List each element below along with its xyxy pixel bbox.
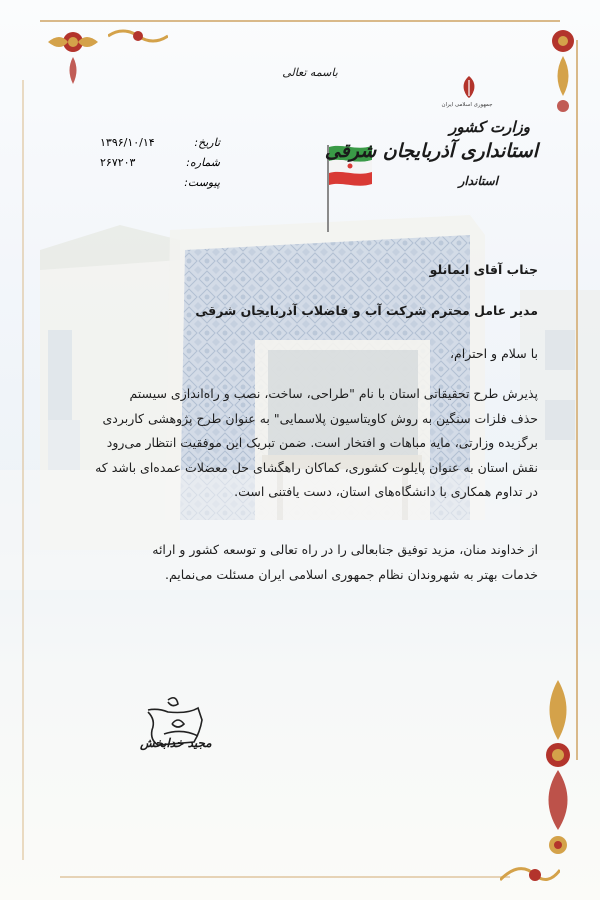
date-value: ۱۳۹۶/۱۰/۱۴ bbox=[100, 135, 155, 149]
emblem-caption: جمهوری اسلامی ایران bbox=[441, 102, 493, 108]
body-line: نقش استان به عنوان پایلوت کشوری، کماکان راهگشای حل معضلات عمده‌ای باشد که bbox=[95, 459, 538, 475]
corner-ornament-icon bbox=[538, 26, 588, 121]
frame-right-line bbox=[576, 40, 578, 760]
body-line: در تداوم همکاری با دانشگاه‌های استان، دست یافتنی است. bbox=[234, 484, 538, 499]
closing-line: از خداوند منان، مزید توفیق جنابعالی را در راه تعالی و توسعه کشور و ارائه bbox=[152, 542, 538, 557]
date-label: تاریخ: bbox=[194, 135, 220, 149]
closing-line: خدمات بهتر به شهروندان نظام جمهوری اسلامی ایران مسئلت می‌نمایم. bbox=[165, 566, 538, 582]
recipient-position: مدیر عامل محترم شرکت آب و فاضلاب آذربایجان شرقی bbox=[195, 303, 538, 318]
frame-left-line bbox=[22, 80, 24, 860]
letter-closing bbox=[72, 538, 538, 587]
letter-meta bbox=[100, 132, 220, 192]
corner-ornament-icon bbox=[38, 22, 108, 92]
governor-title: استاندار bbox=[458, 174, 498, 188]
signatory-name: مجید خدابخش bbox=[140, 736, 212, 750]
letter-body bbox=[72, 382, 538, 505]
ministry-title: وزارت کشور bbox=[449, 118, 530, 136]
frame-top-line bbox=[40, 20, 560, 22]
greeting: با سلام و احترام، bbox=[449, 346, 538, 361]
recipient-name: جناب آقای ایمانلو bbox=[429, 262, 538, 277]
body-line: حذف فلزات سنگین به روش کاویتاسیون پلاسمایی" به عنوان طرح پژوهشی کاربردی bbox=[102, 410, 538, 426]
number-label: شماره: bbox=[186, 155, 220, 169]
corner-ornament-icon bbox=[500, 850, 560, 890]
border-ornament-icon bbox=[108, 24, 168, 54]
basmala: باسمه تعالی bbox=[282, 66, 338, 79]
side-ornament-icon bbox=[531, 680, 586, 870]
body-line: برگزیده وزارتی، مایه مباهات و افتخار است. ضمن تبریک این موفقیت انتظار می‌رود bbox=[106, 435, 538, 450]
frame-bottom-line bbox=[60, 876, 510, 878]
number-value: ۲۶۷۲۰۳ bbox=[100, 155, 136, 169]
iran-emblem-icon bbox=[456, 74, 482, 100]
attachment-label: پیوست: bbox=[184, 175, 220, 189]
province-office-title: استانداری آذربایجان شرقی bbox=[324, 140, 538, 162]
body-line: پذیرش طرح تحقیقاتی استان با نام "طراحی، ساخت، نصب و راه‌اندازی سیستم bbox=[129, 386, 538, 401]
